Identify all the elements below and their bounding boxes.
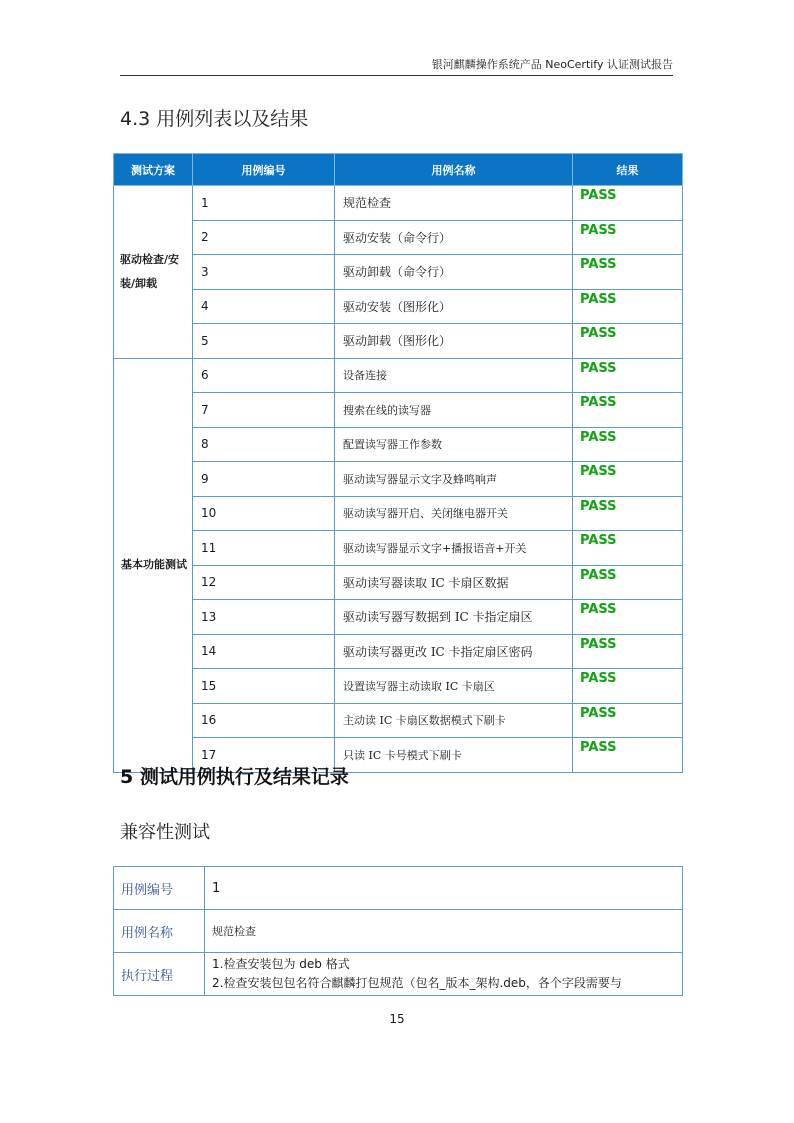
detail-row-id [114,867,683,910]
table-row [114,220,683,255]
case-id: 17 [193,738,335,773]
case-result: PASS [573,703,683,738]
table-row [114,531,683,566]
case-name: 驱动卸载（命令行） [335,255,573,290]
case-name: 只读 IC 卡号模式下刷卡 [335,738,573,773]
plan-basic-function: 基本功能测试 [114,358,193,772]
col-header-plan: 测试方案 [114,154,193,186]
case-id: 15 [193,669,335,704]
table-row [114,565,683,600]
table-row [114,600,683,635]
case-id: 10 [193,496,335,531]
case-result: PASS [573,462,683,497]
case-name: 驱动读写器开启、关闭继电器开关 [335,496,573,531]
case-id: 16 [193,703,335,738]
case-name-label: 用例名称 [114,910,205,953]
case-name: 规范检查 [335,186,573,221]
table-row [114,358,683,393]
case-result: PASS [573,358,683,393]
case-name: 驱动读写器更改 IC 卡指定扇区密码 [335,634,573,669]
table-row [114,427,683,462]
process-step: 1.检查安装包为 deb 格式 [212,957,350,971]
case-id: 8 [193,427,335,462]
case-name: 搜索在线的读写器 [335,393,573,428]
case-id: 1 [193,186,335,221]
table-row [114,186,683,221]
case-result: PASS [573,738,683,773]
header-divider [120,75,673,76]
case-result: PASS [573,496,683,531]
table-row [114,324,683,359]
case-id: 7 [193,393,335,428]
case-name: 驱动卸载（图形化） [335,324,573,359]
case-id: 11 [193,531,335,566]
case-name: 驱动读写器写数据到 IC 卡指定扇区 [335,600,573,635]
case-result: PASS [573,289,683,324]
case-name: 设置读写器主动读取 IC 卡扇区 [335,669,573,704]
case-id: 2 [193,220,335,255]
case-result: PASS [573,565,683,600]
case-id: 12 [193,565,335,600]
table-row [114,255,683,290]
section-5-title: 5 测试用例执行及结果记录 [120,766,349,788]
case-result: PASS [573,220,683,255]
page-number: 15 [389,1012,405,1026]
table-row [114,462,683,497]
case-id-value: 1 [205,867,683,910]
case-result: PASS [573,186,683,221]
case-result: PASS [573,393,683,428]
results-table [113,153,683,773]
results-header-row [114,154,683,186]
page-header: 银河麒麟操作系统产品 NeoCertify 认证测试报告 [431,58,673,71]
case-result: PASS [573,324,683,359]
section-4-3-title: 4.3 用例列表以及结果 [120,108,309,130]
case-result: PASS [573,669,683,704]
case-detail-table [113,866,683,996]
plan-driver-install: 驱动检查/安装/卸载 [114,186,193,359]
col-header-case-name: 用例名称 [335,154,573,186]
compatibility-subtitle: 兼容性测试 [120,822,210,843]
case-result: PASS [573,255,683,290]
case-name: 驱动读写器显示文字及蜂鸣响声 [335,462,573,497]
case-id: 4 [193,289,335,324]
case-result: PASS [573,634,683,669]
case-name: 驱动安装（命令行） [335,220,573,255]
case-id: 6 [193,358,335,393]
case-name: 设备连接 [335,358,573,393]
process-steps [205,953,683,996]
case-name: 驱动安装（图形化） [335,289,573,324]
table-row [114,634,683,669]
detail-row-process [114,953,683,996]
table-row [114,393,683,428]
case-id: 14 [193,634,335,669]
table-row [114,703,683,738]
case-name: 驱动读写器读取 IC 卡扇区数据 [335,565,573,600]
case-name-value: 规范检查 [205,910,683,953]
process-label: 执行过程 [114,953,205,996]
table-row [114,289,683,324]
case-name: 主动读 IC 卡扇区数据模式下刷卡 [335,703,573,738]
case-result: PASS [573,427,683,462]
case-result: PASS [573,531,683,566]
case-id: 13 [193,600,335,635]
col-header-result: 结果 [573,154,683,186]
detail-row-name [114,910,683,953]
col-header-case-id: 用例编号 [193,154,335,186]
case-id: 5 [193,324,335,359]
table-row [114,496,683,531]
table-row [114,669,683,704]
case-id: 9 [193,462,335,497]
case-result: PASS [573,600,683,635]
case-name: 配置读写器工作参数 [335,427,573,462]
case-id-label: 用例编号 [114,867,205,910]
process-step: 2.检查安装包包名符合麒麟打包规范（包名_版本_架构.deb，各个字段需要与 [212,976,622,990]
case-id: 3 [193,255,335,290]
case-name: 驱动读写器显示文字+播报语音+开关 [335,531,573,566]
